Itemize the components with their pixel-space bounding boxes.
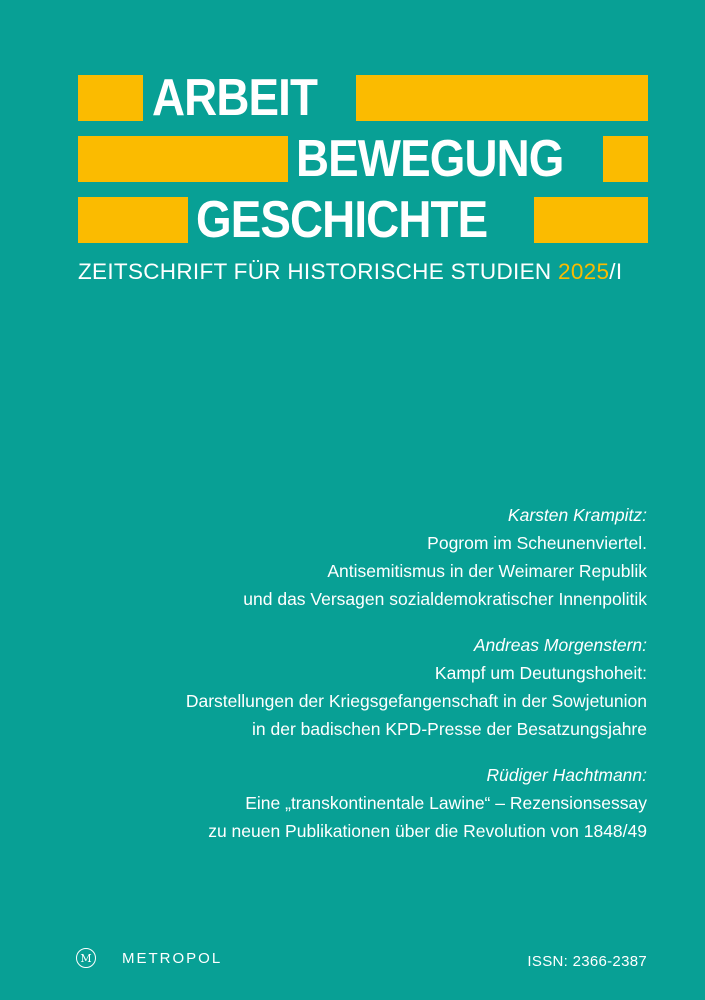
article-title-line: und das Versagen sozialdemokratischer Innenpolitik: [243, 589, 647, 609]
title-bar-decoration: [78, 136, 288, 182]
issue-year: 2025: [558, 259, 610, 284]
article-title-line: in der badischen KPD-Presse der Besatzungsjahre: [252, 719, 647, 739]
article-title-line: Pogrom im Scheunenviertel.: [427, 533, 647, 553]
title-word-bewegung: BEWEGUNG: [296, 130, 564, 188]
article-author: Andreas Morgenstern:: [473, 635, 647, 655]
article-title-line: Darstellungen der Kriegsgefangenschaft in der Sowjetunion: [185, 691, 647, 711]
subtitle-text: ZEITSCHRIFT FÜR HISTORISCHE STUDIEN: [78, 259, 552, 284]
title-bar-decoration: [78, 197, 188, 243]
publisher-name: METROPOL: [122, 949, 223, 967]
article-entry: [87, 632, 647, 743]
title-bar-decoration: [356, 75, 648, 121]
title-word-geschichte: GESCHICHTE: [196, 191, 488, 249]
article-title-line: zu neuen Publikationen über die Revolution von 1848/49: [208, 821, 647, 841]
issn-number: ISSN: 2366-2387: [527, 953, 647, 970]
article-author: Karsten Krampitz:: [507, 505, 647, 525]
title-bar-decoration: [78, 75, 143, 121]
issue-number: /I: [609, 259, 623, 284]
article-title-line: Kampf um Deutungshoheit:: [434, 663, 647, 683]
journal-subtitle: [78, 258, 622, 286]
title-word-arbeit: ARBEIT: [152, 69, 318, 127]
article-author: Rüdiger Hachtmann:: [486, 765, 647, 785]
article-entry: [87, 502, 647, 613]
title-bar-decoration: [534, 197, 648, 243]
publisher: [76, 948, 222, 968]
article-title-line: Eine „transkontinentale Lawine“ – Rezensionsessay: [245, 793, 647, 813]
article-title-line: Antisemitismus in der Weimarer Republik: [327, 561, 647, 581]
table-of-contents: [87, 502, 647, 864]
title-bar-decoration: [603, 136, 648, 182]
article-entry: [87, 762, 647, 845]
publisher-logo-icon: M: [76, 948, 96, 968]
